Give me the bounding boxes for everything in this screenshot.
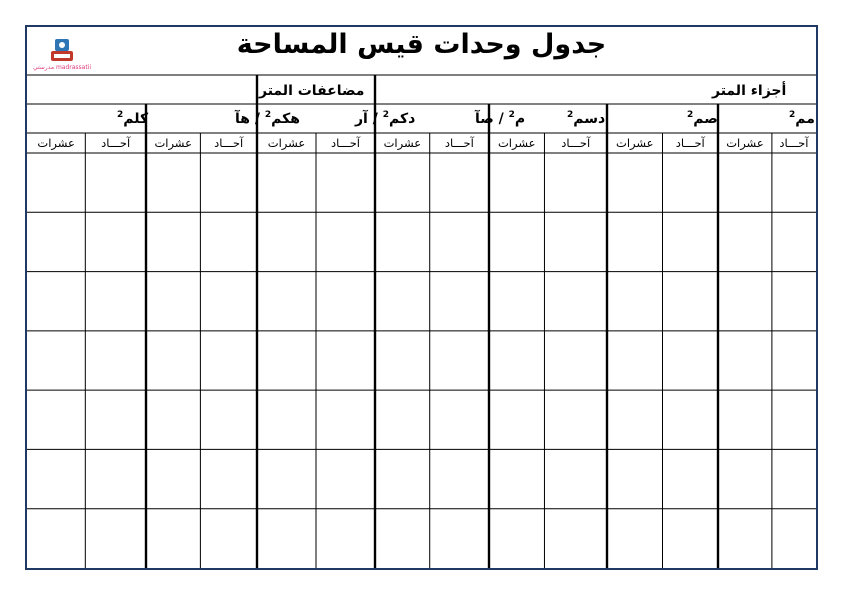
tens-label: عشرات <box>616 136 654 150</box>
ones-label: آحـــاد <box>444 136 474 150</box>
group-label: أجزاء المتر <box>712 83 787 99</box>
unit-label <box>354 109 415 127</box>
ones-label: آحـــاد <box>214 136 244 150</box>
unit-exponent: 2 <box>264 110 272 120</box>
unit-alias: / صآ <box>475 111 509 127</box>
unit-name: هكم <box>271 111 300 127</box>
group-label: مضاعفات المتر <box>259 83 365 99</box>
unit-label <box>687 110 718 127</box>
unit-label <box>234 109 300 127</box>
unit-name: دكم <box>389 111 416 127</box>
unit-label <box>117 110 149 127</box>
unit-label <box>789 110 815 127</box>
unit-label <box>474 109 525 127</box>
unit-alias: / آر <box>355 111 383 127</box>
tens-label: عشرات <box>497 136 536 150</box>
unit-exponent: 2 <box>687 110 694 120</box>
unit-name: م <box>514 111 526 127</box>
tens-label: عشرات <box>267 136 306 150</box>
ones-label: آحـــاد <box>675 136 705 150</box>
unit-label <box>567 110 605 127</box>
ones-label: آحـــاد <box>101 136 131 150</box>
unit-name: دسم <box>573 111 606 127</box>
page-frame <box>25 25 818 570</box>
page-title: جدول وحدات قيس المساحة <box>236 29 607 60</box>
tens-label: عشرات <box>383 136 422 150</box>
tens-label: عشرات <box>37 136 75 150</box>
unit-exponent: 2 <box>382 110 389 120</box>
unit-name: صم <box>693 111 718 127</box>
tens-label: عشرات <box>154 136 192 150</box>
ones-label: آحـــاد <box>779 136 809 150</box>
tens-label: عشرات <box>726 136 764 150</box>
unit-exponent: 2 <box>508 110 515 120</box>
ones-label: آحـــاد <box>330 136 361 150</box>
unit-name: مم <box>795 111 815 127</box>
units-table <box>27 75 816 568</box>
unit-name: كلم <box>123 111 149 127</box>
unit-exponent: 2 <box>567 110 574 120</box>
unit-exponent: 2 <box>117 110 124 120</box>
unit-alias: / هآ <box>235 111 265 127</box>
ones-label: آحـــاد <box>561 136 591 150</box>
logo-text: مدرستي madrassatii <box>32 64 92 71</box>
unit-exponent: 2 <box>789 110 796 120</box>
